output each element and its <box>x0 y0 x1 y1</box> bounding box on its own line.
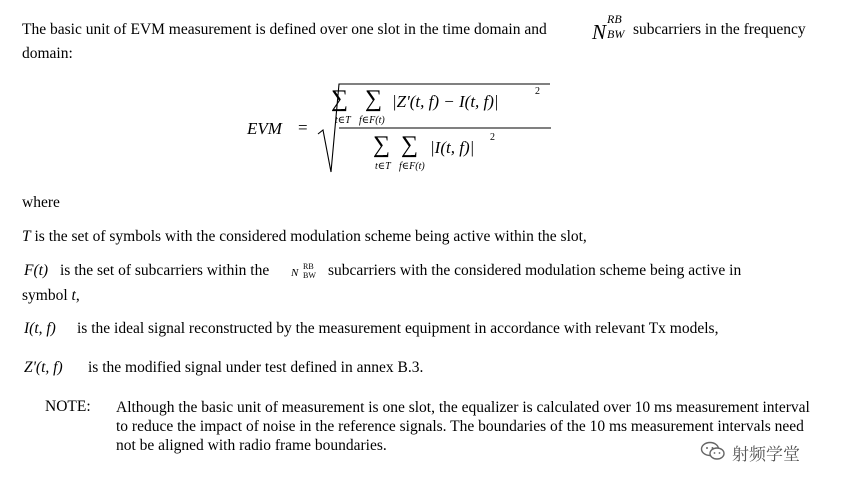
def-f-text2: subcarriers with the considered modulation scheme being active in <box>328 262 742 279</box>
def-f-text1: is the set of subcarriers within the <box>60 262 270 279</box>
n-subscript: BW <box>607 27 625 41</box>
watermark-text: 射频学堂 <box>732 445 800 465</box>
formula-lhs: EVM <box>247 119 282 138</box>
def-f-n-symbol: N RB BW <box>291 262 316 280</box>
den-sigma-f: ∑ <box>401 132 419 158</box>
wechat-icon <box>700 441 726 461</box>
def-t <box>22 228 587 246</box>
num-sum-t-index: t∈T <box>335 115 351 126</box>
def-f-symbol: F(t) <box>24 262 49 279</box>
def-t-symbol: T <box>22 228 31 245</box>
def-z-text: is the modified signal under test defined in annex B.3. <box>88 359 424 376</box>
den-sigma-t: ∑ <box>373 132 391 158</box>
intro-line2: domain: <box>22 45 73 62</box>
n-rb-bw-symbol <box>592 12 632 46</box>
def-i-text: is the ideal signal reconstructed by the measurement equipment in accordance with relevant Tx models, <box>77 320 719 337</box>
intro-text-after: subcarriers in the frequency <box>633 21 806 38</box>
den-expression: |I(t, f)| <box>430 138 475 157</box>
den-sum-t-index: t∈T <box>375 161 391 172</box>
num-power: 2 <box>535 86 540 97</box>
where-label: where <box>22 194 60 211</box>
def-i-symbol: I(t, f) <box>24 320 56 337</box>
num-sigma-t: ∑ <box>331 86 349 112</box>
num-sigma-f: ∑ <box>365 86 383 112</box>
num-sum-f-index: f∈F(t) <box>359 115 385 126</box>
note-label: NOTE: <box>45 398 91 415</box>
evm-formula <box>245 80 565 180</box>
num-expression: |Z'(t, f) − I(t, f)| <box>392 92 499 111</box>
den-sum-f-index: f∈F(t) <box>399 161 425 172</box>
def-f-line2: symbol t, <box>22 287 80 304</box>
formula-equals: = <box>298 118 308 137</box>
def-z-symbol: Z'(t, f) <box>24 359 63 376</box>
note-body: Although the basic unit of measurement is one slot, the equalizer is calculated over 10 ms measurement interval to reduce the impact of noise in the reference signals. The boundaries of the 10 ms measurement intervals need not be aligned with radio frame boundaries. <box>116 399 810 454</box>
def-t-text: is the set of symbols with the considered modulation scheme being active within the slot, <box>30 228 587 245</box>
den-power: 2 <box>490 132 495 143</box>
intro-text-before: The basic unit of EVM measurement is defined over one slot in the time domain and <box>22 21 547 38</box>
intro-line <box>22 21 547 39</box>
n-symbol: N <box>592 20 607 44</box>
n-superscript: RB <box>607 12 622 26</box>
